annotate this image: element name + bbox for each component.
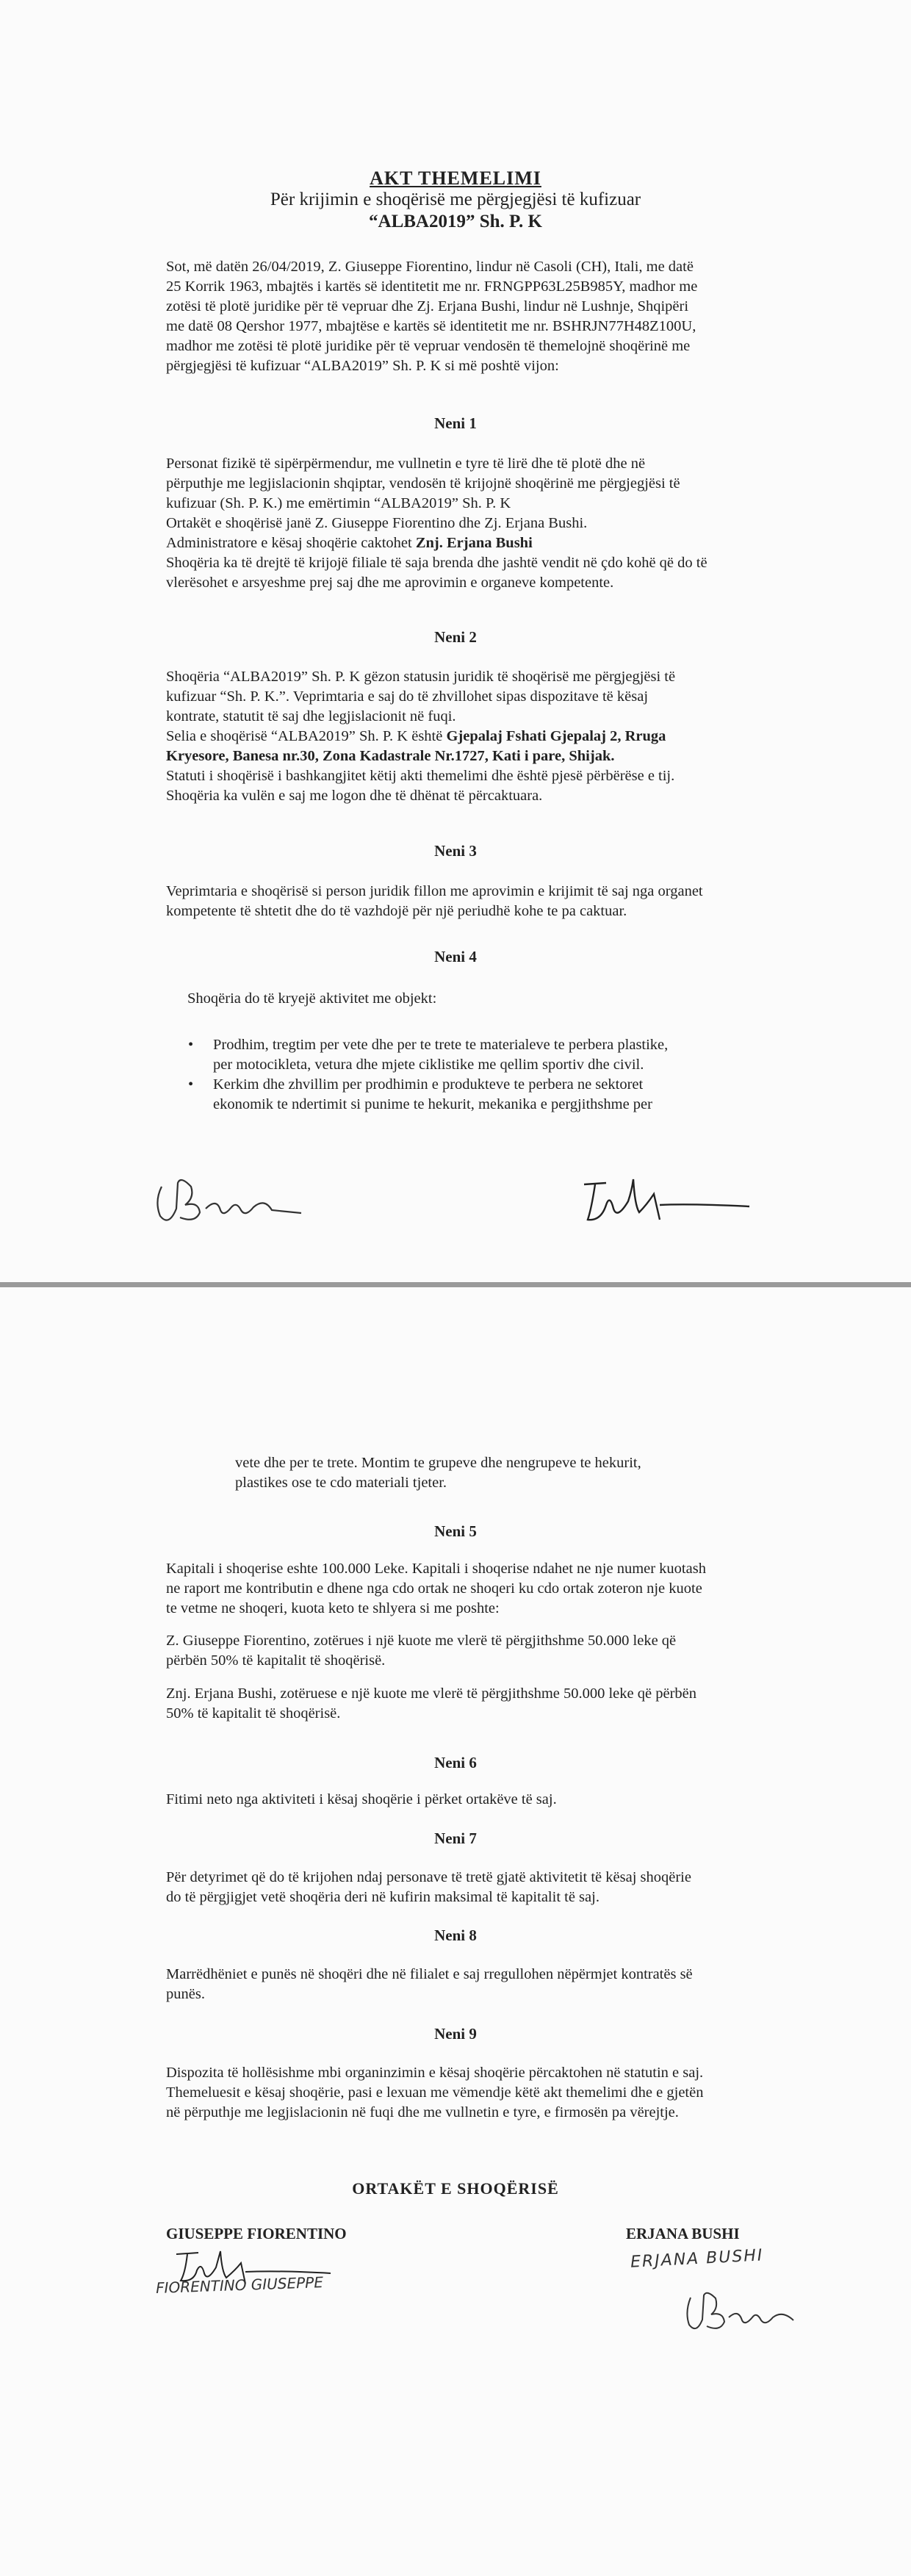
text-line: te vetme ne shoqeri, kuota keto te shlyera si me poshte: xyxy=(166,1600,500,1616)
text-line: përgjegjësi të kufizuar “ALBA2019” Sh. P. K si më poshtë vijon: xyxy=(166,358,559,374)
text-line: përputhje me legjislacionin shqiptar, vendosën të krijojnë shoqërinë me përgjegjësi të xyxy=(166,475,680,492)
article-6-text xyxy=(166,1790,746,1810)
signature-bushi-image xyxy=(676,2279,808,2345)
article-5-text xyxy=(166,1559,746,1619)
text-line: kufizuar (Sh. P. K.) me emërtimin “ALBA2019” Sh. P. K xyxy=(166,495,511,511)
text-line: përbën 50% të kapitalit të shoqërisë. xyxy=(166,1652,386,1669)
administrator-line: Administratore e kësaj shoqërie caktohet Znj. Erjana Bushi xyxy=(166,535,533,551)
seat-address: Gjepalaj Fshati Gjepalaj 2, Rruga xyxy=(446,728,666,744)
text-line: kompetente të shtetit dhe do të vazhdojë për një periudhë kohe te pa caktuar. xyxy=(166,903,627,919)
text-line: ne raport me kontributin e dhene nga cdo ortak ne shoqeri ku cdo ortak zoteron nje kuote xyxy=(166,1580,702,1597)
article-4-intro: Shoqëria do të kryejë aktivitet me objekt: xyxy=(187,990,437,1007)
text-line: plastikes ose te cdo materiali tjeter. xyxy=(235,1475,447,1491)
article-3-heading: Neni 3 xyxy=(434,842,477,860)
article-9-text xyxy=(166,2063,746,2123)
list-item xyxy=(188,1035,771,1075)
text-line: Z. Giuseppe Fiorentino, zotërues i një kuote me vlerë të përgjithshme 50.000 leke që xyxy=(166,1633,677,1649)
text-line: Marrëdhëniet e punës në shoqëri dhe në filialet e saj rregullohen nëpërmjet kontratës së xyxy=(166,1966,693,1982)
article-7-text xyxy=(166,1868,746,1907)
text-line: Shoqëria ka vulën e saj me logon dhe të dhënat të përcaktuara. xyxy=(166,788,543,804)
article-1-heading: Neni 1 xyxy=(434,414,477,432)
article-8-heading: Neni 8 xyxy=(434,1926,477,1944)
text-line: Dispozita të hollësishme mbi organinzimin e kësaj shoqërie përcaktohen në statutin e saj. xyxy=(166,2065,704,2081)
article-5-share-fiorentino xyxy=(166,1631,746,1671)
text-line: vlerësohet e arsyeshme prej saj dhe me aprovimin e organeve kompetente. xyxy=(166,575,614,591)
administrator-name: Znj. Erjana Bushi xyxy=(415,535,533,551)
text-line: kufizuar “Sh. P. K.”. Veprimtaria e saj do të zhvillohet sipas dispozitave të kësaj xyxy=(166,688,649,705)
intro-paragraph xyxy=(166,257,746,376)
text-line: në përputhje me legjislacionin në fuqi dhe me vullnetin e tyre, e firmosën pa vërejtje. xyxy=(166,2104,679,2120)
partner-1-name: GIUSEPPE FIORENTINO xyxy=(166,2225,347,2242)
text-line: Prodhim, tregtim per vete dhe per te trete te materialeve te perbera plastike, xyxy=(213,1037,669,1053)
seat-line: Selia e shoqërisë “ALBA2019” Sh. P. K është Gjepalaj Fshati Gjepalaj 2, Rruga xyxy=(166,728,666,744)
article-4-heading: Neni 4 xyxy=(434,948,477,965)
document-subtitle: Për krijimin e shoqërisë me përgjegjësi të kufizuar xyxy=(270,190,641,209)
seat-line-2: Kryesore, Banesa nr.30, Zona Kadastrale Nr.1727, Kati i pare, Shijak. xyxy=(166,748,615,764)
text-line: Personat fizikë të sipërpërmendur, me vullnetin e tyre të lirë dhe të plotë dhe në xyxy=(166,456,646,472)
article-2-text xyxy=(166,667,746,806)
article-1-text xyxy=(166,454,746,593)
text-line: Kerkim dhe zhvillim per prodhimin e produkteve te perbera ne sektoret xyxy=(213,1076,644,1093)
text-line: Themeluesit e kësaj shoqërie, pasi e lexuan me vëmendje këtë akt themelimi dhe e gjetën xyxy=(166,2084,704,2101)
text-line: madhor me zotësi të plotë juridike për të vepruar vendosën të themelojnë shoqërinë me xyxy=(166,338,691,354)
text-line: Veprimtaria e shoqërisë si person juridik fillon me aprovimin e krijimit të saj nga organet xyxy=(166,883,703,899)
text-line: 50% të kapitalit të shoqërisë. xyxy=(166,1705,341,1721)
article-4-continuation xyxy=(235,1453,749,1493)
text-line: vete dhe per te trete. Montim te grupeve dhe nengrupeve te hekurit, xyxy=(235,1455,641,1471)
text-line: Statuti i shoqërisë i bashkangjitet këtij akti themelimi dhe është pjesë përbërëse e tij. xyxy=(166,768,675,784)
document-title: AKT THEMELIMI xyxy=(370,168,541,189)
article-9-heading: Neni 9 xyxy=(434,2025,477,2043)
text-line: kontrate, statutit të saj dhe legjislacionit në fuqi. xyxy=(166,708,456,724)
text-line: 25 Korrik 1963, mbajtës i kartës së identitetit me nr. FRNGPP63L25B985Y, madhor me xyxy=(166,278,698,295)
text-line: me datë 08 Qershor 1977, mbajtëse e kartës së identitetit me nr. BSHRJN77H48Z100U, xyxy=(166,318,696,334)
list-item xyxy=(188,1075,771,1115)
article-3-text xyxy=(166,882,746,921)
text-line: Për detyrimet që do të krijohen ndaj personave të tretë gjatë aktivitetit të kësaj shoqërie xyxy=(166,1869,691,1885)
text-line: Shoqëria “ALBA2019” Sh. P. K gëzon statusin juridik të shoqërisë me përgjegjësi të xyxy=(166,669,676,685)
bullet-icon: • xyxy=(188,1076,194,1093)
document-page-2 xyxy=(0,1287,911,2576)
text-line: punës. xyxy=(166,1986,205,2002)
article-5-heading: Neni 5 xyxy=(434,1522,477,1540)
document-page-1 xyxy=(0,0,911,1282)
article-6-heading: Neni 6 xyxy=(434,1754,477,1771)
page-separator xyxy=(0,1282,911,1287)
handwritten-name-bushi: ERJANA BUSHI xyxy=(630,2246,764,2272)
signature-fiorentino-image xyxy=(573,1168,757,1234)
article-7-heading: Neni 7 xyxy=(434,1830,477,1847)
text-line: Ortakët e shoqërisë janë Z. Giuseppe Fiorentino dhe Zj. Erjana Bushi. xyxy=(166,515,588,531)
text-line: Kapitali i shoqerise eshte 100.000 Leke. Kapitali i shoqerise ndahet ne nje numer kuotash xyxy=(166,1561,706,1577)
text-line: Shoqëria ka të drejtë të krijojë filiale të saja brenda dhe jashtë vendit në çdo kohë që do të xyxy=(166,555,707,571)
company-name: “ALBA2019” Sh. P. K xyxy=(369,212,542,231)
text-line: do të përgjigjet vetë shoqëria deri në kufirin maksimal të kapitalit të saj. xyxy=(166,1889,599,1905)
handwritten-name-fiorentino: FIORENTINO GIUSEPPE xyxy=(155,2273,324,2297)
text-line: zotësi të plotë juridike për të vepruar dhe Zj. Erjana Bushi, lindur në Lushnje, Shqipëri xyxy=(166,298,689,314)
signature-bushi-image xyxy=(147,1165,309,1238)
text-line: ekonomik te ndertimit si punime te hekurit, mekanika e pergjithshme per xyxy=(213,1096,652,1112)
text-line: Sot, më datën 26/04/2019, Z. Giuseppe Fiorentino, lindur në Casoli (CH), Itali, me datë xyxy=(166,259,694,275)
article-2-heading: Neni 2 xyxy=(434,628,477,646)
text-line: Znj. Erjana Bushi, zotëruese e një kuote me vlerë të përgjithshme 50.000 leke që përbën xyxy=(166,1685,697,1702)
article-8-text xyxy=(166,1965,746,2004)
partners-heading: ORTAKËT E SHOQËRISË xyxy=(352,2179,559,2198)
bullet-icon: • xyxy=(188,1037,194,1053)
partner-2-name: ERJANA BUSHI xyxy=(626,2225,740,2242)
text-line: per motocikleta, vetura dhe mjete ciklistike me qellim sportiv dhe civil. xyxy=(213,1057,644,1073)
article-5-share-bushi xyxy=(166,1684,746,1724)
text-line: Fitimi neto nga aktiviteti i kësaj shoqërie i përket ortakëve të saj. xyxy=(166,1791,557,1807)
